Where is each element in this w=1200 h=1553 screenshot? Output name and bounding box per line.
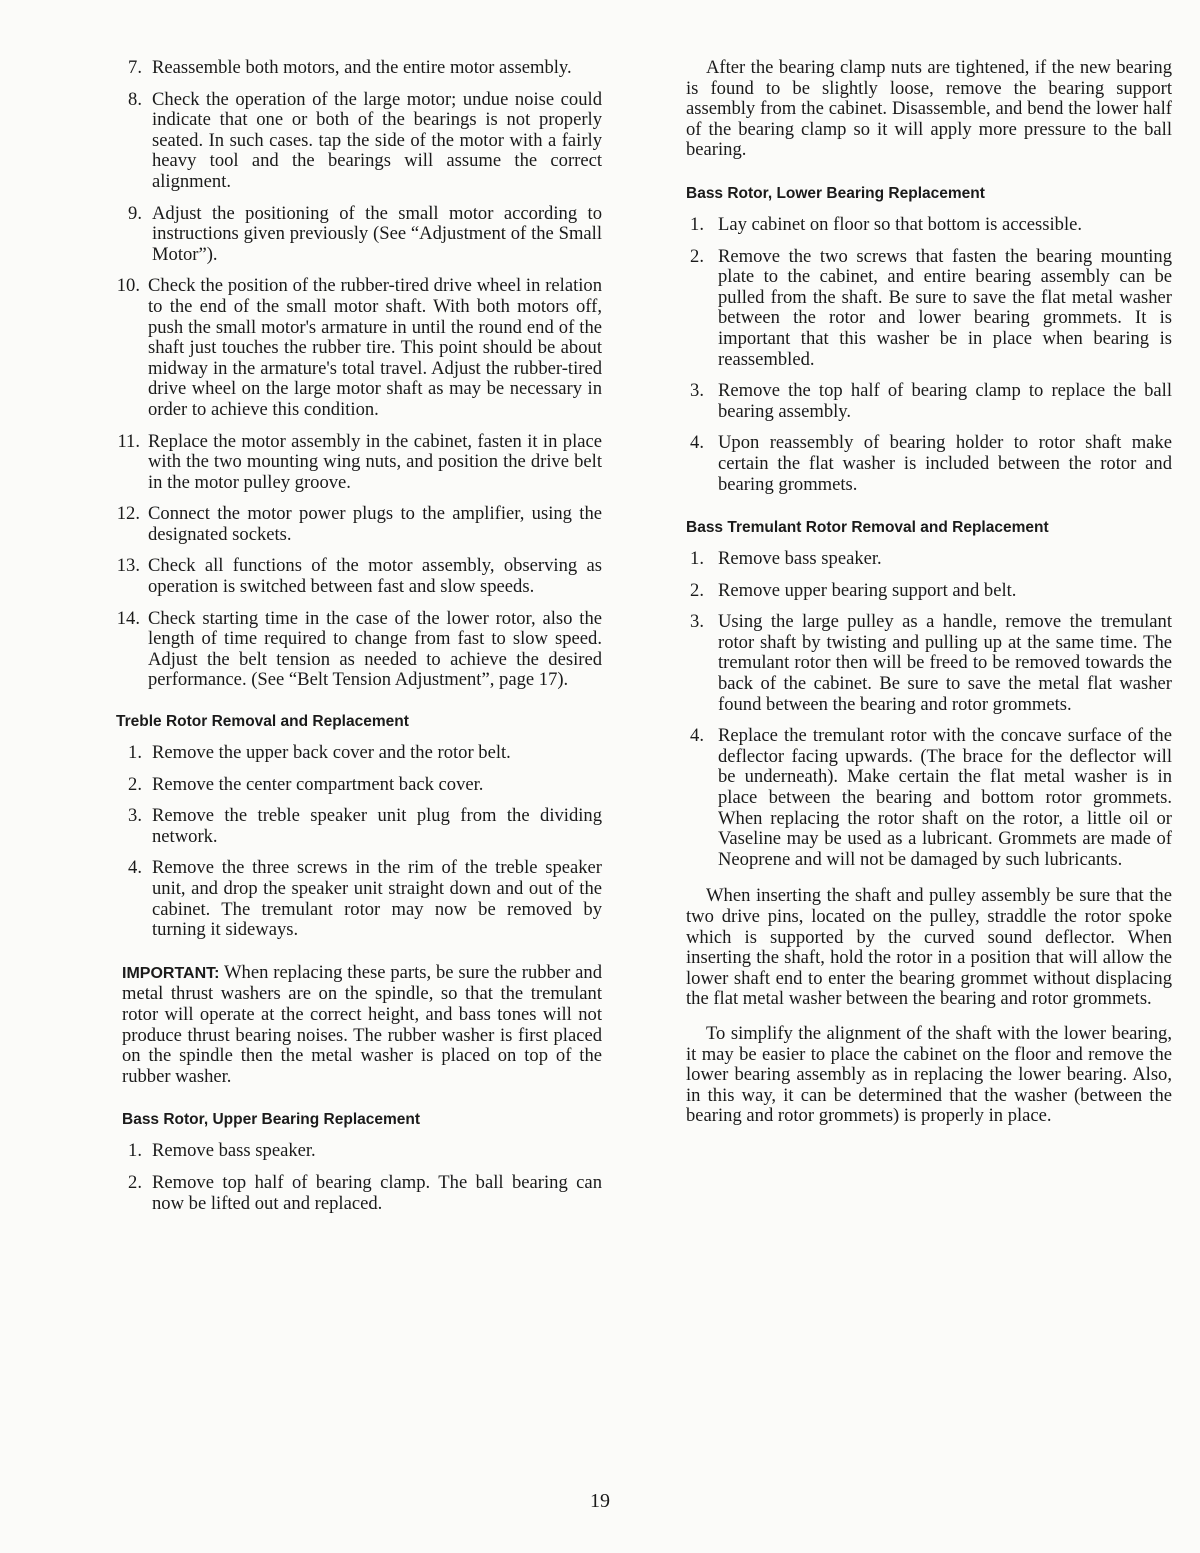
right-column <box>686 58 1172 1138</box>
item-number: 3. <box>690 611 704 633</box>
lower-bearing-steps-list <box>686 215 1172 495</box>
section-heading-upper-bearing: Bass Rotor, Upper Bearing Replacement <box>122 1111 421 1129</box>
item-number: 3. <box>690 380 704 402</box>
section-heading-bass-tremulant: Bass Tremulant Rotor Removal and Replacement <box>686 519 1049 537</box>
list-item <box>116 858 602 940</box>
item-number: 8. <box>128 88 142 110</box>
treble-steps-list <box>116 743 602 941</box>
list-item <box>116 1173 602 1214</box>
item-number: 11. <box>117 430 140 452</box>
item-text: Reassemble both motors, and the entire motor assembly. <box>152 57 572 78</box>
item-number: 4. <box>128 857 142 879</box>
item-number: 2. <box>128 1171 142 1193</box>
list-item <box>116 504 602 545</box>
item-text: Replace the motor assembly in the cabinet, fasten it in place with the two mounting wing nuts, and position the drive belt in the motor pulley groove. <box>148 430 602 493</box>
item-text: Remove the upper back cover and the rotor belt. <box>152 742 511 764</box>
important-note <box>122 963 602 1088</box>
item-text: Remove the treble speaker unit plug from the dividing network. <box>152 805 602 847</box>
list-item <box>686 215 1172 236</box>
list-item <box>116 775 602 796</box>
item-text: Remove bass speaker. <box>152 1140 316 1162</box>
list-item <box>116 58 602 79</box>
list-item <box>116 204 602 266</box>
inserting-paragraph: When inserting the shaft and pulley assembly be sure that the two drive pins, located on the pulley, straddle the rotor spoke which is supported by the curved sound deflector. When inserting the shaft, hold the rotor in a position that will allow the lower shaft end to enter the bearing grommet without displacing the flat metal washer between the bearing and rotor grommets. <box>686 885 1172 1010</box>
item-number: 7. <box>128 57 142 78</box>
list-item <box>686 549 1172 570</box>
item-text: Using the large pulley as a handle, remove the tremulant rotor shaft by twisting and pulling up at the same time. The tremulant rotor then will be freed to be removed towards the back of the cabinet. Be sure to save the metal flat washer found between the bearing and rotor grommets. <box>718 611 1172 715</box>
left-column <box>116 58 602 1225</box>
item-number: 2. <box>128 773 142 795</box>
item-number: 1. <box>690 548 704 570</box>
list-item <box>116 90 602 193</box>
item-number: 13. <box>116 555 140 577</box>
list-item <box>686 247 1172 371</box>
item-text: Lay cabinet on floor so that bottom is accessible. <box>718 213 1083 235</box>
item-text: Check all functions of the motor assembly, observing as operation is switched between fast and slow speeds. <box>148 555 602 598</box>
section-heading-treble: Treble Rotor Removal and Replacement <box>116 713 409 731</box>
list-item <box>116 806 602 847</box>
important-label: IMPORTANT: <box>122 964 220 982</box>
list-item <box>116 556 602 597</box>
item-number: 12. <box>116 503 140 525</box>
list-item <box>116 1141 602 1162</box>
item-number: 9. <box>128 202 142 224</box>
intro-paragraph: After the bearing clamp nuts are tightened, if the new bearing is found to be slightly loose, remove the bearing support assembly from the cabinet. Disassemble, and bend the lower half of the bearing clamp so it will apply more pressure to the ball bearing. <box>686 57 1172 161</box>
item-text: Remove the center compartment back cover. <box>152 773 484 795</box>
item-text: Remove the top half of bearing clamp to replace the ball bearing assembly. <box>718 380 1172 422</box>
item-number: 2. <box>690 245 704 267</box>
item-number: 3. <box>128 805 142 827</box>
item-text: Upon reassembly of bearing holder to rotor shaft make certain the flat washer is included between the rotor and bearing grommets. <box>718 432 1172 495</box>
page-number: 19 <box>590 1490 610 1512</box>
item-number: 4. <box>690 725 704 747</box>
tremulant-steps-list <box>686 549 1172 870</box>
item-text: Remove upper bearing support and belt. <box>718 579 1017 601</box>
item-text: Check the operation of the large motor; undue noise could indicate that one or both of the bearings is not properly seated. In such cases. tap the side of the motor with a fairly heavy tool and the bearings will assume the correct alignment. <box>152 88 602 192</box>
item-text: Remove top half of bearing clamp. The ball bearing can now be lifted out and replaced. <box>152 1171 602 1214</box>
item-number: 1. <box>690 213 704 235</box>
list-item <box>686 433 1172 495</box>
list-item <box>686 612 1172 715</box>
item-text: Remove bass speaker. <box>718 548 882 570</box>
section-heading-lower-bearing: Bass Rotor, Lower Bearing Replacement <box>686 184 985 202</box>
list-item <box>686 726 1172 870</box>
list-item <box>686 381 1172 422</box>
upper-bearing-steps-list <box>116 1141 602 1214</box>
steps-continued-list <box>116 58 602 691</box>
list-item <box>116 609 602 691</box>
item-text: Remove the two screws that fasten the bearing mounting plate to the cabinet, and entire bearing assembly can be pulled from the shaft. Be sure to save the flat metal washer between the rotor and lower bearing grommets. It is important that this washer be in place when bearing is reassembled. <box>718 245 1172 370</box>
item-number: 2. <box>690 579 704 601</box>
item-text: Connect the motor power plugs to the amplifier, using the designated sockets. <box>148 503 602 545</box>
important-text: When replacing these parts, be sure the rubber and metal thrust washers are on the spindle, so that the tremulant rotor will operate at the correct height, and bass tones will not produce thrust bearing noises. The rubber washer is first placed on the spindle then the metal washer is placed on top of the rubber washer. <box>122 961 603 1087</box>
item-text: Check the position of the rubber-tired drive wheel in relation to the end of the small motor shaft. With both motors off, push the small motor's armature in until the round end of the shaft just touches the rubber tire. This point should be about midway in the armature's total travel. Adjust the rubber-tired drive wheel on the large motor shaft as may be necessary in order to achieve this condition. <box>148 275 602 420</box>
item-number: 14. <box>116 607 140 629</box>
item-text: Adjust the positioning of the small motor according to instructions given previously (See “Adjustment of the Small Motor”). <box>152 202 602 265</box>
list-item <box>116 743 602 764</box>
item-text: Remove the three screws in the rim of the treble speaker unit, and drop the speaker unit straight down and out of the cabinet. The tremulant rotor may now be removed by turning it sideways. <box>152 857 602 941</box>
item-number: 1. <box>128 1140 142 1162</box>
list-item <box>116 432 602 494</box>
list-item <box>116 276 602 420</box>
list-item <box>686 581 1172 602</box>
item-text: Replace the tremulant rotor with the concave surface of the deflector facing upwards. (The brace for the deflector will be underneath). Make certain the flat metal washer is in place between the bearing and bottom rotor grommets. When replacing the rotor shaft on the rotor, a little oil or Vaseline may be used as a lubricant. Grommets are made of Neoprene and will not be damaged by such lubricants. <box>718 725 1172 870</box>
simplify-paragraph: To simplify the alignment of the shaft with the lower bearing, it may be easier to place the cabinet on the floor and remove the lower bearing assembly as in replacing the lower bearing. Also, in this way, it can be determined that the washer (between the bearing and rotor grommets) is properly in place. <box>686 1022 1172 1127</box>
item-number: 1. <box>128 742 142 764</box>
item-number: 4. <box>690 432 704 454</box>
item-text: Check starting time in the case of the lower rotor, also the length of time required to change from fast to slow speed. Adjust the belt tension as needed to achieve the desired performance. (See “Belt Tension Adjustment”, page 17). <box>148 607 602 691</box>
item-number: 10. <box>116 275 140 297</box>
